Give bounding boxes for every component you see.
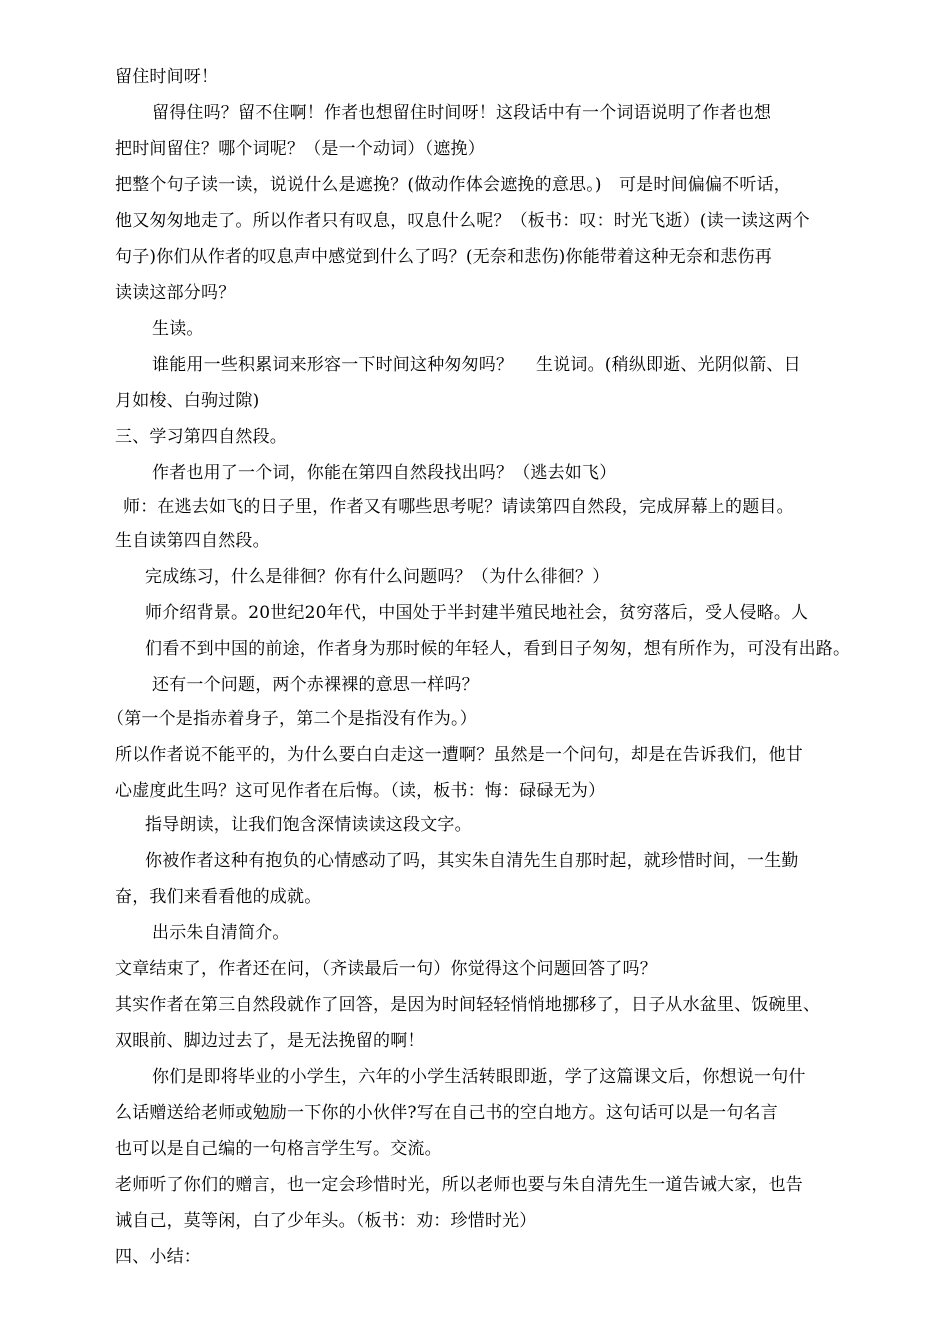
text-line: 双眼前、脚边过去了，是无法挽留的啊！	[115, 1031, 425, 1051]
text-line: 么话赠送给老师或勉励一下你的小伙伴?写在自己书的空白地方。这句话可以是一句名言	[115, 1103, 778, 1123]
text-line: 完成练习，什么是徘徊？你有什么问题吗？（为什么徘徊？）	[145, 567, 610, 587]
text-line: 师：在逃去如飞的日子里，作者又有哪些思考呢？请读第四自然段，完成屏幕上的题目。	[123, 497, 794, 517]
text-line: 奋，我们来看看他的成就。	[115, 887, 322, 907]
text-line: 作者也用了一个词，你能在第四自然段找出吗？（逃去如飞）	[152, 463, 617, 483]
text-line: 读读这部分吗？	[115, 283, 236, 303]
text-line: 还有一个问题，两个赤裸裸的意思一样吗？	[152, 675, 479, 695]
text-line: 他又匆匆地走了。所以作者只有叹息，叹息什么呢？（板书：叹：时光飞逝）(读一读这两个	[115, 211, 810, 231]
text-line: 所以作者说不能平的，为什么要白白走这一遭啊？虽然是一个问句，却是在告诉我们，他甘	[115, 745, 803, 765]
text-line: 句子)你们从作者的叹息声中感觉到什么了吗？(无奈和悲伤)你能带着这种无奈和悲伤再	[115, 247, 772, 267]
text-line: 文章结束了，作者还在问，（齐读最后一句）你觉得这个问题回答了吗？	[115, 959, 657, 979]
text-line: 们看不到中国的前途，作者身为那时候的年轻人，看到日子匆匆，想有所作为，可没有出路。	[145, 639, 851, 659]
text-line: 也可以是自己编的一句格言学生写。交流。	[115, 1139, 442, 1159]
text-line: （第一个是指赤着身子，第二个是指没有作为。）	[107, 709, 477, 729]
text-line: 其实作者在第三自然段就作了回答，是因为时间轻轻悄悄地挪移了，日子从水盆里、饭碗里、	[115, 995, 821, 1015]
text-line: 你们是即将毕业的小学生，六年的小学生活转眼即逝，学了这篇课文后，你想说一句什	[152, 1067, 806, 1087]
text-line: 把整个句子读一读，说说什么是遮挽？(做动作体会遮挽的意思。) 可是时间偏偏不听话，	[115, 175, 791, 195]
text-line: 把时间留住？哪个词呢？（是一个动词）（遮挽）	[115, 139, 485, 159]
text-line: 月如梭、白驹过隙)	[115, 391, 260, 411]
text-line: 你被作者这种有抱负的心情感动了吗，其实朱自清先生自那时起，就珍惜时间，一生勤	[145, 851, 799, 871]
section-heading: 四、小结：	[115, 1247, 201, 1267]
text-line: 谁能用一些积累词来形容一下时间这种匆匆吗？ 生说词。(稍纵即逝、光阴似箭、日	[152, 355, 801, 375]
text-line: 出示朱自清简介。	[152, 923, 290, 943]
text-line: 留住时间呀！	[115, 67, 219, 87]
section-heading: 三、学习第四自然段。	[115, 427, 287, 447]
text-line: 留得住吗？留不住啊！作者也想留住时间呀！这段话中有一个词语说明了作者也想	[152, 103, 772, 123]
text-line: 生读。	[152, 319, 204, 339]
text-line: 生自读第四自然段。	[115, 531, 270, 551]
text-line: 指导朗读，让我们饱含深情读读这段文字。	[145, 815, 472, 835]
text-line: 诫自己，莫等闲，白了少年头。（板书：劝：珍惜时光）	[115, 1211, 537, 1231]
text-line: 师介绍背景。20世纪20年代，中国处于半封建半殖民地社会，贫穷落后，受人侵略。人	[145, 603, 809, 623]
text-line: 老师听了你们的赠言，也一定会珍惜时光，所以老师也要与朱自清先生一道告诫大家，也告	[115, 1175, 803, 1195]
text-line: 心虚度此生吗？这可见作者在后悔。（读，板书：悔：碌碌无为）	[115, 781, 606, 801]
